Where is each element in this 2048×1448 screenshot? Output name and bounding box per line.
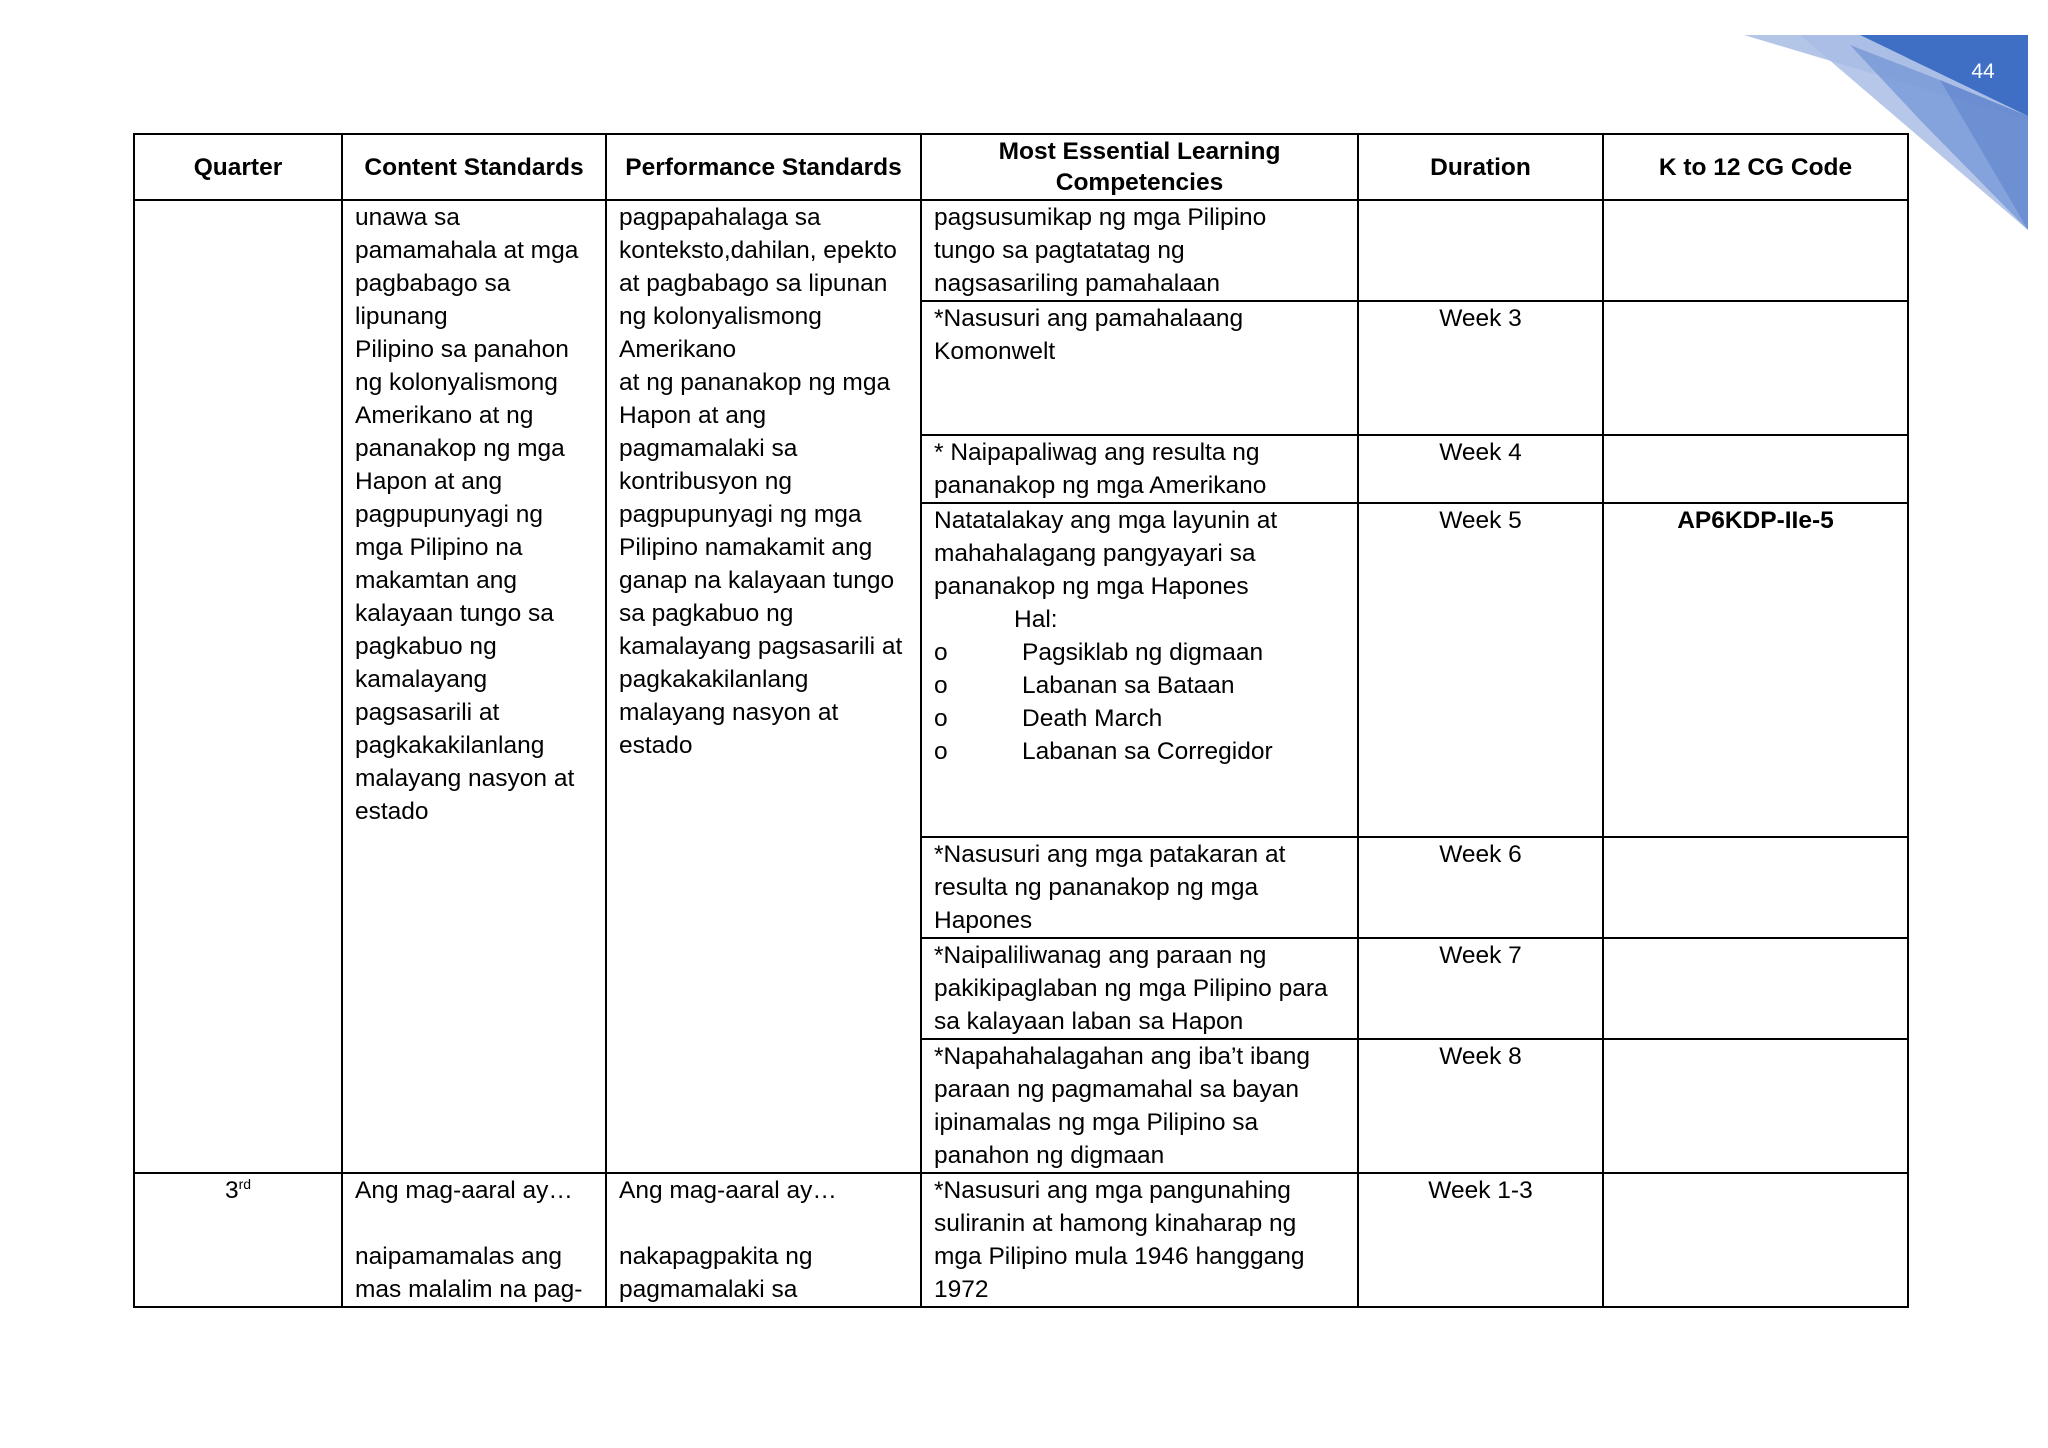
header-performance-standards: Performance Standards <box>606 134 921 200</box>
competency-cell <box>921 503 1358 837</box>
table-header-row <box>134 134 1908 200</box>
content-standards-cell: unawa sa pamamahala at mga pagbabago sa lipunang Pilipino sa panahon ng kolonyalismong Amerikano at ng pananakop ng mga Hapon at ang pagpupunyagi ng mga Pilipino na makamtan ang kalayaan tungo sa pagkabuo ng kamalayang pagsasarili at pagkakakilanlang malayang nasyon at estado <box>342 200 606 1173</box>
bullet-icon: o <box>934 705 948 732</box>
competency-cell: * Naipapaliwag ang resulta ng pananakop ng mga Amerikano <box>921 435 1358 503</box>
competency-cell: *Nasusuri ang mga patakaran at resulta ng pananakop ng mga Hapones <box>921 837 1358 938</box>
melc-table <box>133 133 1909 1308</box>
code-cell <box>1603 301 1908 435</box>
content-standards-cell: Ang mag-aaral ay… naipamamalas ang mas malalim na pag- <box>342 1173 606 1307</box>
competency-cell: *Nasusuri ang mga pangunahing suliranin at hamong kinaharap ng mga Pilipino mula 1946 hanggang 1972 <box>921 1173 1358 1307</box>
duration-cell <box>1358 200 1603 301</box>
list-item <box>934 702 1345 735</box>
header-quarter: Quarter <box>134 134 342 200</box>
duration-cell: Week 4 <box>1358 435 1603 503</box>
competency-text: Natatalakay ang mga layunin at mahahalagang pangyayari sa pananakop ng mga Hapones <box>934 507 1278 600</box>
code-cell: AP6KDP-IIe-5 <box>1603 503 1908 837</box>
competency-cell: *Nasusuri ang pamahalaang Komonwelt <box>921 301 1358 435</box>
bullet-icon: o <box>934 738 948 765</box>
code-cell <box>1603 1039 1908 1173</box>
competency-cell: *Napahahalagahan ang iba’t ibang paraan ng pagmamahal sa bayan ipinamalas ng mga Pilipino sa panahon ng digmaan <box>921 1039 1358 1173</box>
bullet-text: Death March <box>1022 705 1163 732</box>
duration-cell: Week 1-3 <box>1358 1173 1603 1307</box>
code-cell <box>1603 1173 1908 1307</box>
bullet-icon: o <box>934 672 948 699</box>
quarter-number: 3 <box>224 1177 239 1204</box>
bullet-text: Labanan sa Corregidor <box>1022 738 1273 765</box>
quarter-cell <box>134 200 342 1173</box>
competency-cell: *Naipaliliwanag ang paraan ng pakikipaglaban ng mga Pilipino para sa kalayaan laban sa Hapon <box>921 938 1358 1039</box>
duration-cell: Week 3 <box>1358 301 1603 435</box>
quarter-cell <box>134 1173 342 1307</box>
quarter-suffix: rd <box>238 1175 252 1192</box>
list-item <box>934 735 1345 768</box>
list-item <box>934 669 1345 702</box>
competency-cell: pagsusumikap ng mga Pilipino tungo sa pagtatatag ng nagsasariling pamahalaan <box>921 200 1358 301</box>
duration-cell: Week 8 <box>1358 1039 1603 1173</box>
code-cell <box>1603 435 1908 503</box>
hal-label: Hal: <box>1014 606 1058 633</box>
header-duration: Duration <box>1358 134 1603 200</box>
code-cell <box>1603 938 1908 1039</box>
duration-cell: Week 5 <box>1358 503 1603 837</box>
bullet-text: Labanan sa Bataan <box>1022 672 1235 699</box>
duration-cell: Week 7 <box>1358 938 1603 1039</box>
duration-cell: Week 6 <box>1358 837 1603 938</box>
header-competencies: Most Essential Learning Competencies <box>921 134 1358 200</box>
table-row <box>134 200 1908 301</box>
bullet-text: Pagsiklab ng digmaan <box>1022 639 1264 666</box>
header-content-standards: Content Standards <box>342 134 606 200</box>
header-cg-code: K to 12 CG Code <box>1603 134 1908 200</box>
code-cell <box>1603 837 1908 938</box>
performance-standards-cell: Ang mag-aaral ay… nakapagpakita ng pagmamalaki sa <box>606 1173 921 1307</box>
bullet-icon: o <box>934 639 948 666</box>
performance-standards-cell: pagpapahalaga sa konteksto,dahilan, epekto at pagbabago sa lipunan ng kolonyalismong Amerikano at ng pananakop ng mga Hapon at ang pagmamalaki sa kontribusyon ng pagpupunyagi ng mga Pilipino namakamit ang ganap na kalayaan tungo sa pagkabuo ng kamalayang pagsasarili at pagkakakilanlang malayang nasyon at estado <box>606 200 921 1173</box>
code-cell <box>1603 200 1908 301</box>
page-number: 44 <box>1971 60 1995 83</box>
table-row <box>134 1173 1908 1307</box>
list-item <box>934 636 1345 669</box>
